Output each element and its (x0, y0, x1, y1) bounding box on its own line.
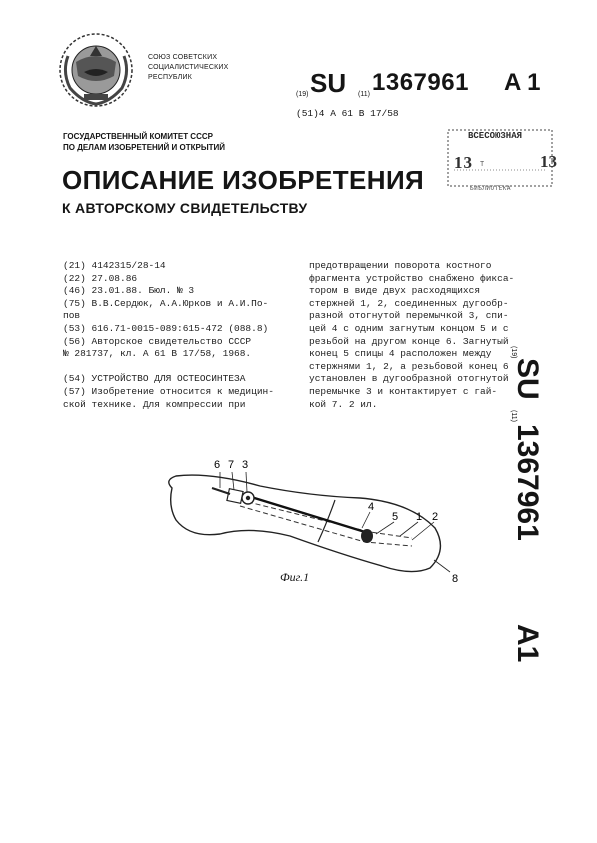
biblio-line: (21) 4142315/28-14 (63, 260, 166, 271)
abstract-line: конец 5 спицы 4 расположен между (309, 348, 492, 360)
ussr-emblem-icon (54, 26, 138, 110)
figure-label-8: 8 (452, 573, 459, 585)
hook-end-5 (361, 529, 373, 543)
committee-line-2: ПО ДЕЛАМ ИЗОБРЕТЕНИЙ И ОТКРЫТИЙ (63, 143, 226, 152)
union-line-2: СОЦИАЛИСТИЧЕСКИХ (148, 64, 229, 71)
figure-label-6: 6 (214, 459, 221, 471)
bibliographic-data (63, 260, 303, 411)
figure-label-3: 3 (242, 459, 249, 471)
biblio-line (63, 361, 303, 374)
vertical-country: SU (511, 358, 544, 400)
committee (63, 131, 225, 153)
union-line-1: СОЮЗ СОВЕТСКИХ (148, 54, 218, 61)
document-subtitle: К АВТОРСКОМУ СВИДЕТЕЛЬСТВУ (62, 200, 308, 216)
abstract-line: цей 4 с одним загнутым концом 5 и с (309, 322, 509, 334)
figure-label-7: 7 (228, 459, 235, 471)
country-code: SU (310, 68, 347, 98)
stamp-line-2: 13 (454, 153, 473, 172)
biblio-line: (57) Изобретение относится к медицин- (63, 385, 274, 397)
stamp-line-3: 13 (540, 152, 557, 171)
nut-7 (227, 489, 243, 504)
biblio-line: ской технике. Для компрессии при (63, 398, 246, 410)
abstract-line: резьбой на другом конце 6. Загнутый (309, 335, 509, 347)
vertical-code-11: (11) (510, 410, 517, 422)
code-19: (19) (296, 91, 309, 98)
figure-caption: Фиг.1 (280, 570, 310, 584)
biblio-line: (46) 23.01.88. Бюл. № 3 (63, 285, 195, 297)
thread-end-6 (212, 488, 230, 494)
biblio-line: (75) В.В.Сердюк, А.А.Юрков и А.И.По- (63, 297, 269, 309)
abstract-line: кой 7. 2 ил. (309, 398, 378, 410)
ipc-class: (51)4 A 61 B 17/58 (296, 108, 399, 119)
biblio-line: № 281737, кл. А 61 В 17/58, 1968. (63, 348, 252, 360)
kind-code: A 1 (504, 69, 541, 96)
biblio-line: (53) 616.71-0015-089:615-472 (088.8) (63, 322, 269, 334)
abstract-line: тором в виде двух расходящихся (309, 285, 481, 297)
figure-label-4: 4 (368, 501, 375, 513)
bone-outline (169, 475, 441, 571)
biblio-line: (56) Авторское свидетельство СССР (63, 335, 252, 347)
code-11: (11) (358, 91, 370, 98)
rod-2 (240, 506, 412, 546)
vertical-code-19: (19) (510, 346, 517, 359)
stamp-line-5: Т (480, 161, 485, 169)
figure-label-2: 2 (432, 511, 439, 523)
abstract-line: предотвращении поворота костного (309, 260, 492, 271)
figure-label-1: 1 (416, 511, 423, 523)
abstract-line: фрагмента устройство снабжено фикса- (309, 272, 515, 284)
biblio-line: (54) УСТРОЙСТВО ДЛЯ ОСТЕОСИНТЕЗА (63, 373, 246, 385)
stamp-line-4: БИБЛИОТЕКА (470, 185, 512, 192)
union-name (148, 53, 258, 83)
union-line-3: РЕСПУБЛИК (148, 74, 192, 81)
abstract-line: установлен в дугообразной отогнутой (309, 373, 509, 385)
figure-label-5: 5 (392, 511, 399, 523)
abstract-line: разной отогнутой перемычкой 3, спи- (309, 310, 509, 322)
committee-line-1: ГОСУДАРСТВЕННЫЙ КОМИТЕТ СССР (63, 132, 213, 141)
abstract-line: стержнями 1, 2, а резьбовой конец 6 (309, 360, 509, 372)
vertical-patent: 1367961 (511, 424, 544, 541)
vertical-patent-number (506, 340, 566, 700)
biblio-line: пов (63, 310, 81, 322)
bone-device-figure (150, 450, 480, 600)
biblio-line: (22) 27.08.86 (63, 272, 138, 284)
wire-4 (248, 496, 365, 532)
vertical-kind: A1 (511, 624, 544, 663)
abstract-line: перемычке 3 и контактирует с гай- (309, 385, 498, 397)
abstract-line: стержней 1, 2, соединенных дугообр- (309, 297, 509, 309)
stamp-line-1: ВСЕСОЮЗНАЯ (468, 131, 523, 141)
document-title: ОПИСАНИЕ ИЗОБРЕТЕНИЯ (62, 165, 425, 195)
patent-number: 1367961 (372, 69, 469, 96)
